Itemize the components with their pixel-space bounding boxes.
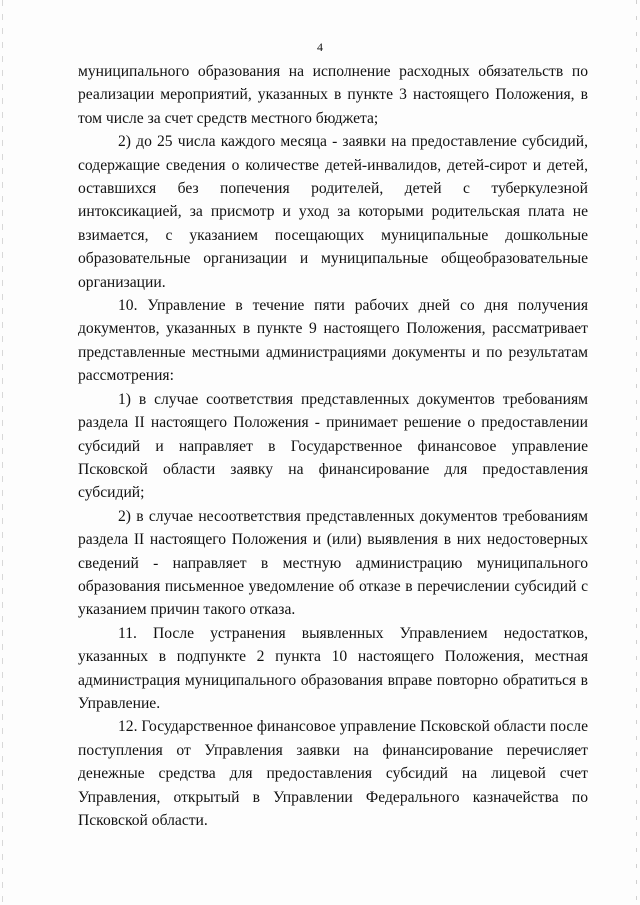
paragraph-item-10-sub-2: 2) в случае несоответствия представленных документов требованиям раздела II настоящего Положения и (или) выявления в них недостоверных сведений - направляет в местную администрацию муниципального образования письменное уведомление об отказе в перечислении субсидий с указанием причин такого отказа. — [78, 507, 588, 619]
page-number: 4 — [317, 40, 323, 54]
document-body — [78, 60, 588, 832]
scan-edge-left — [2, 0, 3, 905]
paragraph-item-12: 12. Государственное финансовое управление Псковской области после поступления от Управления заявки на финансирование перечисляет денежные средства для предоставления субсидий на лицевой счет Управления, открытый в Управлении Федерального казначейства по Псковской области. — [78, 718, 588, 829]
paragraph-item-11: 11. После устранения выявленных Управлением недостатков, указанных в подпункте 2 пункта 10 настоящего Положения, местная администрация муниципального образования вправе повторно обратиться в Управление. — [78, 624, 588, 712]
paragraph-subitem-2: 2) до 25 числа каждого месяца - заявки на предоставление субсидий, содержащие сведения о количестве детей-инвалидов, детей-сирот и детей, оставшихся без попечения родителей, детей с туберкулезной интоксикацией, за присмотр и уход за которыми родительская плата не взимается, с указанием посещающих муниципальные дошкольные образовательные организации и муниципальные общеобразовательные организации. — [78, 133, 588, 291]
paragraph-continuation: муниципального образования на исполнение расходных обязательств по реализации мероприятий, указанных в пункте 3 настоящего Положения, в том числе за счет средств местного бюджета; — [78, 63, 588, 127]
scan-edge-right — [636, 0, 637, 905]
paragraph-item-10: 10. Управление в течение пяти рабочих дней со дня получения документов, указанных в пункте 9 настоящего Положения, рассматривает представленные местными администрациями документы и по результатам рассмотрения: — [78, 297, 588, 385]
paragraph-item-10-sub-1: 1) в случае соответствия представленных документов требованиям раздела II настоящего Положения - принимает решение о предоставлении субсидий и направляет в Государственное финансовое управление Псковской области заявку на финансирование для предоставления субсидий; — [78, 390, 588, 502]
